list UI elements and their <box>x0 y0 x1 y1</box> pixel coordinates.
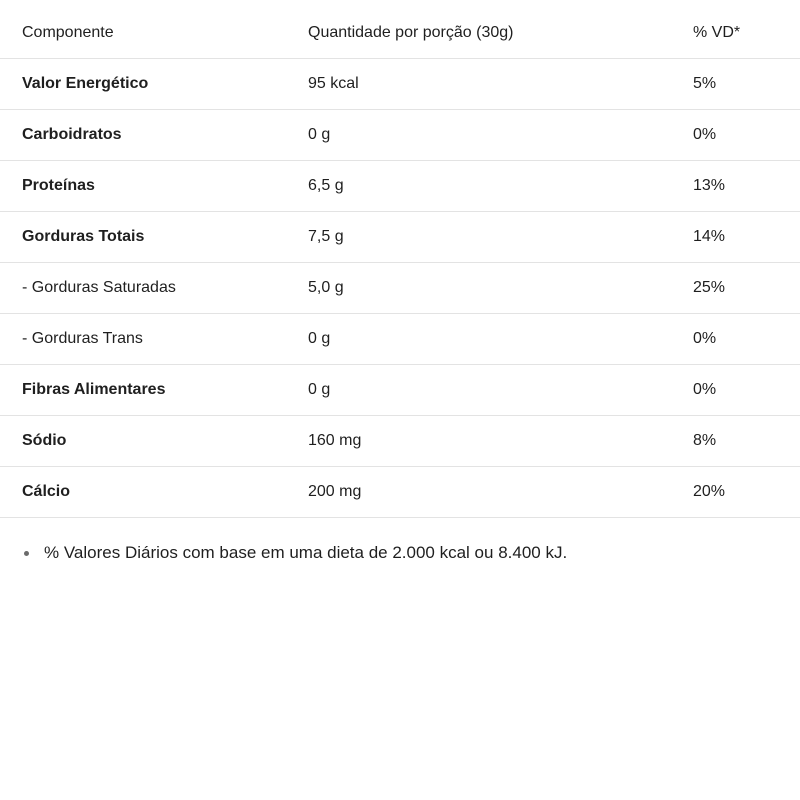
table-row <box>0 161 800 212</box>
row-amount: 5,0 g <box>308 279 344 296</box>
bullet-icon <box>24 551 29 556</box>
row-amount: 0 g <box>308 330 331 347</box>
table-body <box>0 59 800 518</box>
row-amount: 7,5 g <box>308 228 344 245</box>
row-amount: 0 g <box>308 381 331 398</box>
row-daily-value: 0% <box>693 330 717 347</box>
table-row <box>0 110 800 161</box>
row-daily-value: 25% <box>693 279 726 296</box>
row-amount: 6,5 g <box>308 177 344 194</box>
table-row <box>0 467 800 518</box>
row-daily-value: 5% <box>693 75 717 92</box>
nutrition-table <box>0 8 800 518</box>
row-component: Carboidratos <box>22 126 122 143</box>
row-component: Fibras Alimentares <box>22 381 166 398</box>
row-component: - Gorduras Trans <box>22 330 143 347</box>
footnote <box>22 542 567 564</box>
row-amount: 95 kcal <box>308 75 359 92</box>
row-component: Cálcio <box>22 483 71 500</box>
row-component: - Gorduras Saturadas <box>22 279 176 296</box>
header-daily-value: % VD* <box>693 24 741 41</box>
table-header-row <box>0 8 800 59</box>
row-daily-value: 20% <box>693 483 726 500</box>
row-daily-value: 0% <box>693 381 717 398</box>
row-daily-value: 8% <box>693 432 717 449</box>
table-row <box>0 314 800 365</box>
table-row <box>0 365 800 416</box>
header-component: Componente <box>22 24 114 41</box>
row-component: Proteínas <box>22 177 95 194</box>
footnote-text: % Valores Diários com base em uma dieta de 2.000 kcal ou 8.400 kJ. <box>44 543 568 562</box>
row-amount: 0 g <box>308 126 331 143</box>
row-component: Gorduras Totais <box>22 228 145 245</box>
row-amount: 160 mg <box>308 432 362 449</box>
row-component: Valor Energético <box>22 75 149 92</box>
table-row <box>0 212 800 263</box>
table-row <box>0 59 800 110</box>
table-row <box>0 263 800 314</box>
row-daily-value: 0% <box>693 126 717 143</box>
row-amount: 200 mg <box>308 483 362 500</box>
row-daily-value: 14% <box>693 228 726 245</box>
header-amount: Quantidade por porção (30g) <box>308 24 514 41</box>
row-component: Sódio <box>22 432 67 449</box>
table-row <box>0 416 800 467</box>
row-daily-value: 13% <box>693 177 726 194</box>
